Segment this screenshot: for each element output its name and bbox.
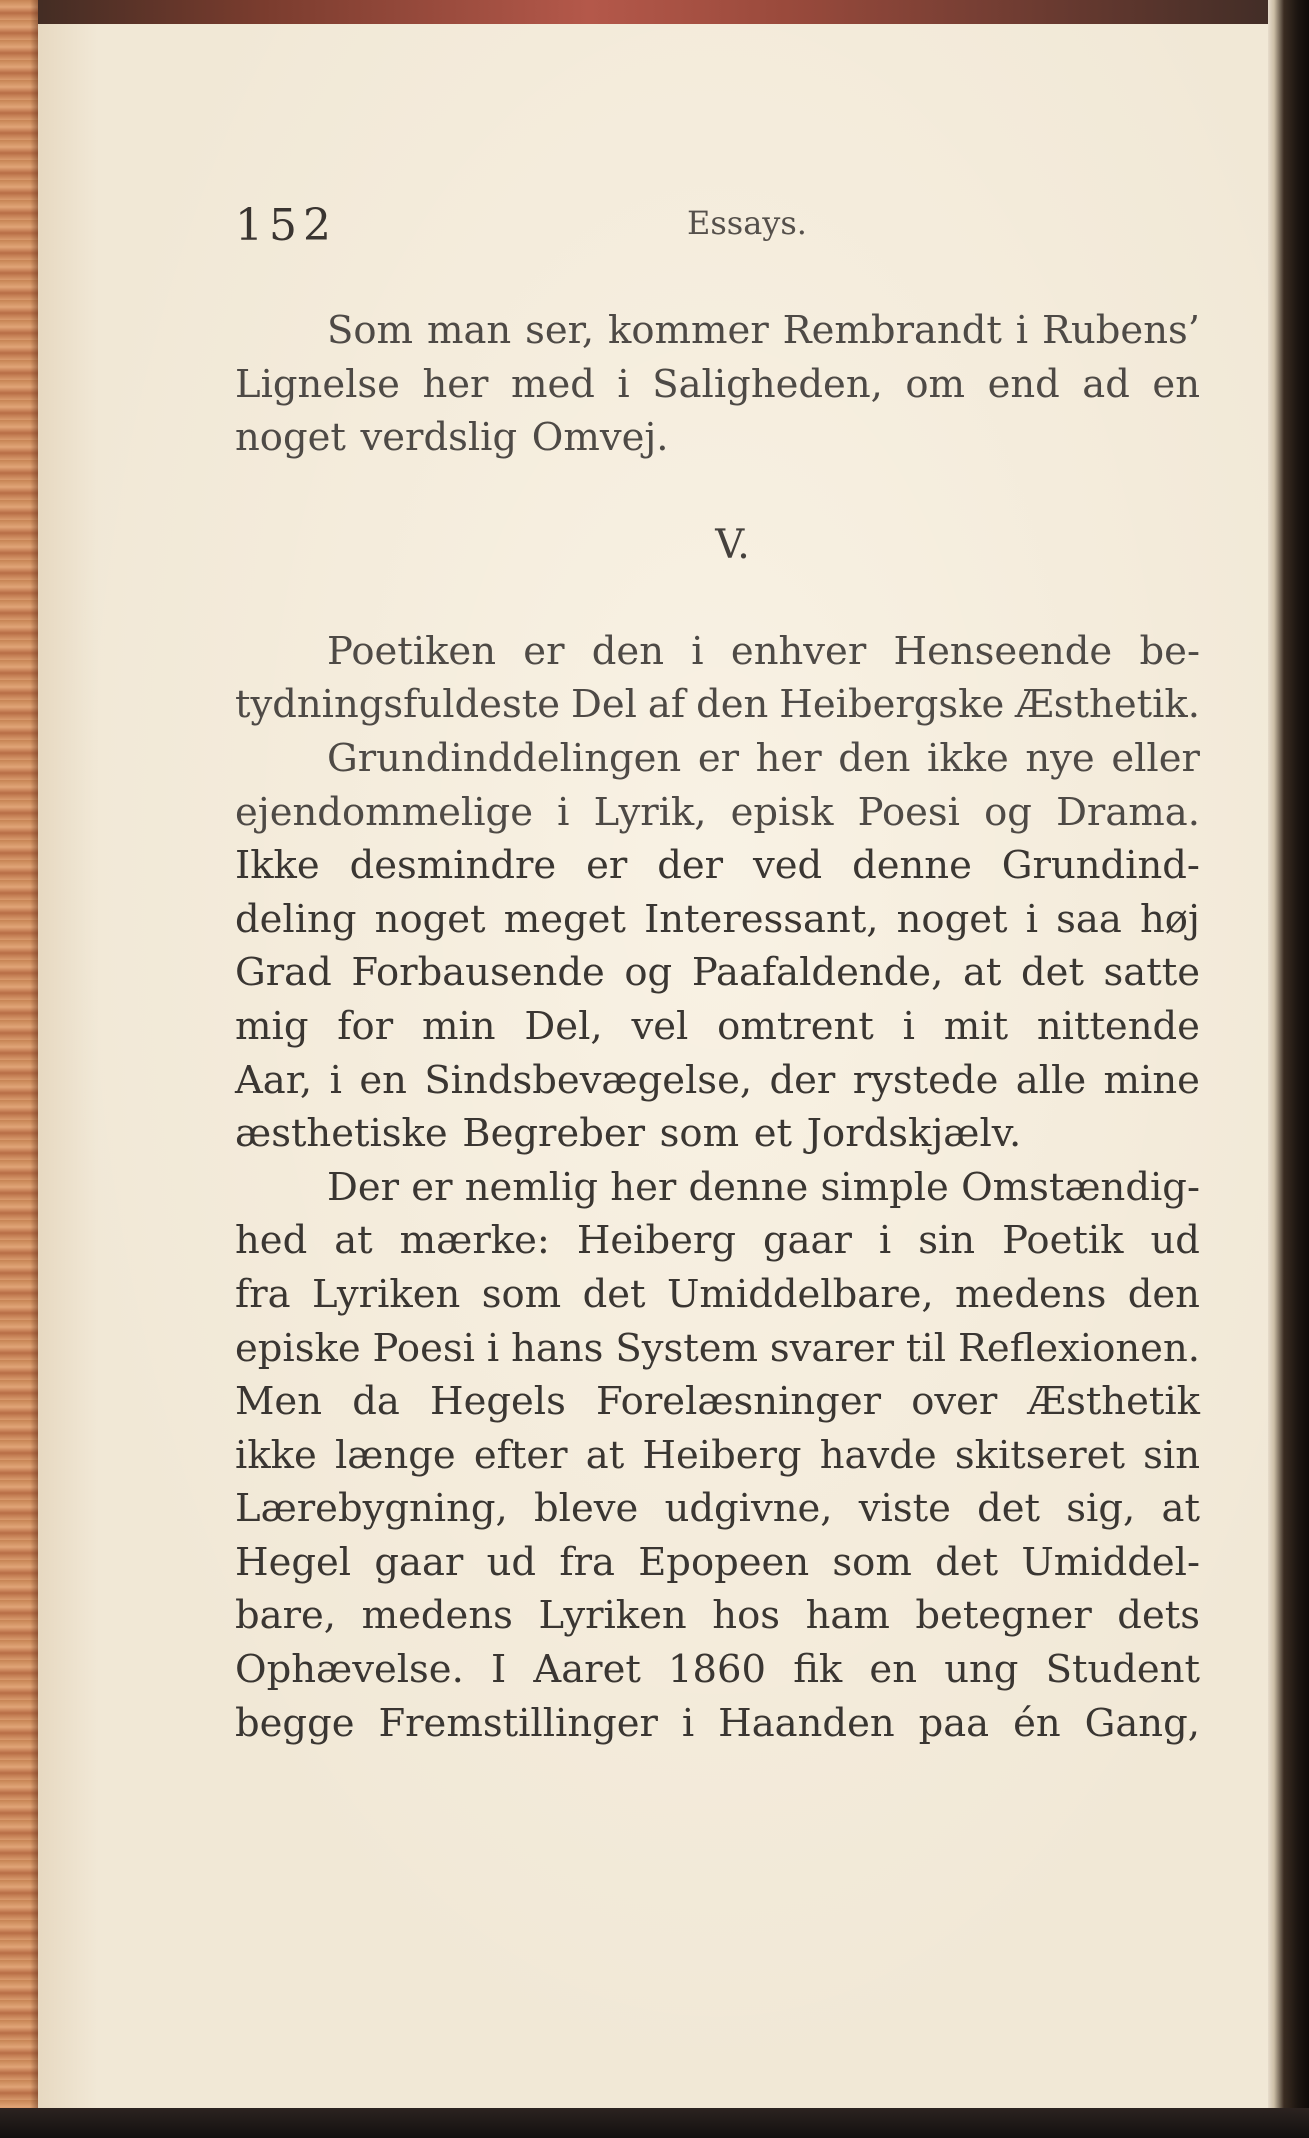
word: svarer <box>769 1325 894 1371</box>
word: for <box>337 1003 394 1049</box>
word: den <box>838 735 911 781</box>
word: om <box>905 361 966 407</box>
word: et <box>753 1111 792 1157</box>
word: at <box>334 1218 373 1264</box>
word: Hegel <box>235 1539 352 1585</box>
word: hos <box>712 1593 781 1639</box>
word: i <box>1015 308 1029 353</box>
word: er <box>411 1164 453 1210</box>
word: Jordskjælv. <box>806 1111 1022 1157</box>
word: fra <box>235 1271 291 1317</box>
word: i <box>691 628 704 674</box>
page-header <box>235 200 1135 270</box>
text-line <box>235 1643 1200 1697</box>
word: det <box>1021 950 1084 996</box>
text-line <box>235 1429 1200 1483</box>
word: meget <box>503 896 626 942</box>
word: gaar <box>762 1218 852 1264</box>
word: Del, <box>524 1003 603 1049</box>
word: længe <box>334 1432 456 1478</box>
word: i <box>681 1700 695 1746</box>
word: Fremstillinger <box>378 1700 658 1746</box>
word: Begreber <box>462 1111 646 1157</box>
section-heading: V. <box>715 521 750 568</box>
word: Haanden <box>718 1700 895 1746</box>
text-line <box>235 786 1200 840</box>
text-line <box>235 1536 1200 1590</box>
word: i <box>557 789 570 835</box>
word: 1860 <box>668 1647 767 1693</box>
word: Forelæsninger <box>596 1379 882 1425</box>
word: sin <box>918 1218 976 1264</box>
word: som <box>832 1539 912 1585</box>
text-line <box>235 1161 1200 1215</box>
word: rystede <box>852 1057 999 1103</box>
word: episk <box>730 789 834 835</box>
text-line <box>235 1214 1200 1268</box>
word: i <box>617 361 630 407</box>
word: her <box>755 735 822 781</box>
word: episke <box>235 1325 361 1371</box>
word: den <box>1127 1271 1200 1317</box>
word: her <box>610 1164 677 1210</box>
word: i <box>329 1057 342 1103</box>
word: verdslig <box>360 415 518 461</box>
word: tydningsfuldeste <box>235 682 560 728</box>
word: Aaret <box>533 1647 641 1693</box>
word: Forbausende <box>351 950 605 996</box>
word: høj <box>1140 896 1200 942</box>
text-line <box>235 1268 1200 1322</box>
word: simple <box>820 1164 949 1210</box>
word: desmindre <box>349 843 557 889</box>
word: i <box>878 1218 892 1264</box>
word: alle <box>1015 1057 1087 1103</box>
text-line <box>235 1107 1200 1161</box>
word: Men <box>235 1379 323 1425</box>
word: er <box>697 735 740 781</box>
word: ham <box>805 1593 890 1639</box>
word: en <box>359 1057 407 1103</box>
word: Reflexionen. <box>957 1325 1200 1371</box>
word: noget <box>235 415 346 461</box>
text-line <box>235 678 1200 732</box>
word: Poetiken <box>327 628 497 674</box>
word: Gang, <box>1084 1700 1200 1746</box>
word: end <box>987 361 1060 407</box>
word: udgivne, <box>664 1486 833 1532</box>
word: nittende <box>1036 1003 1200 1049</box>
word: og <box>624 950 673 996</box>
word: Del <box>570 682 637 728</box>
word: Umiddelbare, <box>666 1271 934 1317</box>
text-line <box>235 1697 1200 1751</box>
word: saa <box>1056 896 1122 942</box>
book-top-edge <box>0 0 1309 26</box>
word: eller <box>1111 735 1200 781</box>
word: Grundind- <box>1001 843 1200 889</box>
word: Æsthetik <box>1027 1379 1200 1425</box>
word: i <box>486 1325 500 1371</box>
text-line <box>235 1375 1200 1429</box>
word: Interessant, <box>644 896 879 942</box>
word: Grundinddelingen <box>327 735 682 781</box>
word: æsthetiske <box>235 1111 448 1157</box>
word: Heiberg <box>576 1218 736 1264</box>
text-line <box>235 1000 1200 1054</box>
word: medens <box>361 1593 513 1639</box>
word: denne <box>852 843 972 889</box>
word: Saligheden, <box>652 361 883 407</box>
word: ud <box>1150 1218 1200 1264</box>
word: kommer <box>608 308 769 353</box>
word: ikke <box>235 1432 317 1478</box>
word: fra <box>559 1539 615 1585</box>
word: satte <box>1103 950 1200 996</box>
word: betegner <box>915 1593 1092 1639</box>
word: skitseret <box>954 1432 1125 1478</box>
running-head: Essays. <box>687 204 807 242</box>
word: ejendommelige <box>235 789 533 835</box>
word: at <box>1161 1486 1200 1532</box>
word: sin <box>1143 1432 1200 1478</box>
word: noget <box>374 896 486 942</box>
word: ud <box>486 1539 537 1585</box>
word: efter <box>473 1432 568 1478</box>
word: Ikke <box>235 843 320 889</box>
text-line <box>235 625 1200 679</box>
book-bottom-edge <box>0 2108 1309 2138</box>
word: gaar <box>374 1539 464 1585</box>
word: det <box>935 1539 999 1585</box>
word: denne <box>688 1164 809 1210</box>
word: dets <box>1117 1593 1200 1639</box>
word: Lyriken <box>312 1271 461 1317</box>
word: Sindsbevægelse, <box>424 1057 753 1103</box>
word: ikke <box>927 735 1009 781</box>
word: Poetik <box>1002 1218 1124 1264</box>
word: nemlig <box>464 1164 599 1210</box>
word: I <box>491 1647 507 1693</box>
word: Poesi <box>372 1325 475 1371</box>
page-number: 152 <box>235 200 337 251</box>
text-line <box>235 732 1200 786</box>
word: omtrent <box>717 1003 874 1049</box>
word: mærke: <box>399 1218 550 1264</box>
word: det <box>582 1271 646 1317</box>
word: en <box>869 1647 917 1693</box>
word: enhver <box>730 628 867 674</box>
word: Lærebygning, <box>235 1486 508 1532</box>
word: be- <box>1139 628 1200 674</box>
word: ser, <box>525 308 595 353</box>
word: en <box>1152 361 1200 407</box>
word: én <box>1013 1700 1061 1746</box>
word: Ophævelse. <box>235 1647 464 1693</box>
word: og <box>984 789 1032 835</box>
word: paa <box>918 1700 990 1746</box>
word: begge <box>235 1700 355 1746</box>
text-line <box>235 946 1200 1000</box>
word: af <box>647 682 686 728</box>
word: noget <box>896 896 1008 942</box>
word: Hegels <box>430 1379 566 1425</box>
word: mig <box>235 1003 309 1049</box>
word: med <box>510 361 595 407</box>
word: man <box>426 308 512 353</box>
word: vel <box>631 1003 689 1049</box>
word: Poesi <box>857 789 960 835</box>
word: deling <box>235 896 357 942</box>
word: Aar, <box>235 1057 313 1103</box>
word: sig, <box>1066 1486 1136 1532</box>
word: Heiberg <box>642 1432 802 1478</box>
word: der <box>769 1057 836 1103</box>
word: det <box>977 1486 1041 1532</box>
word: mit <box>943 1003 1009 1049</box>
word: Student <box>1045 1647 1200 1693</box>
word: mine <box>1103 1057 1200 1103</box>
word: over <box>911 1379 998 1425</box>
word: Lyriken <box>538 1593 687 1639</box>
word: fik <box>793 1647 843 1693</box>
word: nye <box>1025 735 1095 781</box>
word: bare, <box>235 1593 337 1639</box>
text-line <box>235 1054 1200 1108</box>
word: Epopeen <box>638 1539 810 1585</box>
word: bleve <box>534 1486 639 1532</box>
word: Drama. <box>1056 789 1200 835</box>
word: System <box>615 1325 758 1371</box>
word: er <box>586 843 628 889</box>
word: ved <box>752 843 823 889</box>
word: Æsthetik. <box>1015 682 1200 728</box>
word: Omstændig- <box>961 1164 1200 1210</box>
word: medens <box>955 1271 1107 1317</box>
word: til <box>905 1325 947 1371</box>
word: Rubens’ <box>1041 308 1200 353</box>
word: hed <box>235 1218 308 1264</box>
word: Lignelse <box>235 361 400 407</box>
book-right-edge <box>1268 0 1309 2138</box>
text-line <box>235 1482 1200 1536</box>
text-line <box>235 1322 1200 1376</box>
word: min <box>421 1003 496 1049</box>
word: viste <box>858 1486 951 1532</box>
word: Rembrandt <box>782 308 1002 353</box>
word: i <box>1025 896 1039 942</box>
word: Som <box>327 308 414 353</box>
word: den <box>591 628 665 674</box>
book-binding-edge <box>0 0 38 2138</box>
word: Heibergske <box>779 682 1005 728</box>
text-line <box>235 1589 1200 1643</box>
word: Grad <box>235 950 332 996</box>
word: at <box>585 1432 625 1478</box>
word: ung <box>944 1647 1019 1693</box>
word: Lyrik, <box>593 789 707 835</box>
word: her <box>422 361 489 407</box>
word: hans <box>511 1325 604 1371</box>
word: Umiddel- <box>1021 1539 1200 1585</box>
text-line <box>235 304 1200 358</box>
text-line <box>235 411 1200 465</box>
text-line <box>235 358 1200 412</box>
word: at <box>962 950 1002 996</box>
word: Henseende <box>893 628 1113 674</box>
word: da <box>352 1379 400 1425</box>
word: som <box>481 1271 562 1317</box>
text-line <box>235 893 1200 947</box>
body-text <box>235 304 1200 1750</box>
word: som <box>659 1111 740 1157</box>
word: der <box>657 843 724 889</box>
word: havde <box>819 1432 937 1478</box>
word: ad <box>1082 361 1130 407</box>
word: Der <box>327 1164 400 1210</box>
word: den <box>696 682 769 728</box>
text-line <box>235 839 1200 893</box>
word: Paafaldende, <box>691 950 944 996</box>
word: Omvej. <box>531 415 669 461</box>
word: er <box>523 628 565 674</box>
word: i <box>902 1003 915 1049</box>
